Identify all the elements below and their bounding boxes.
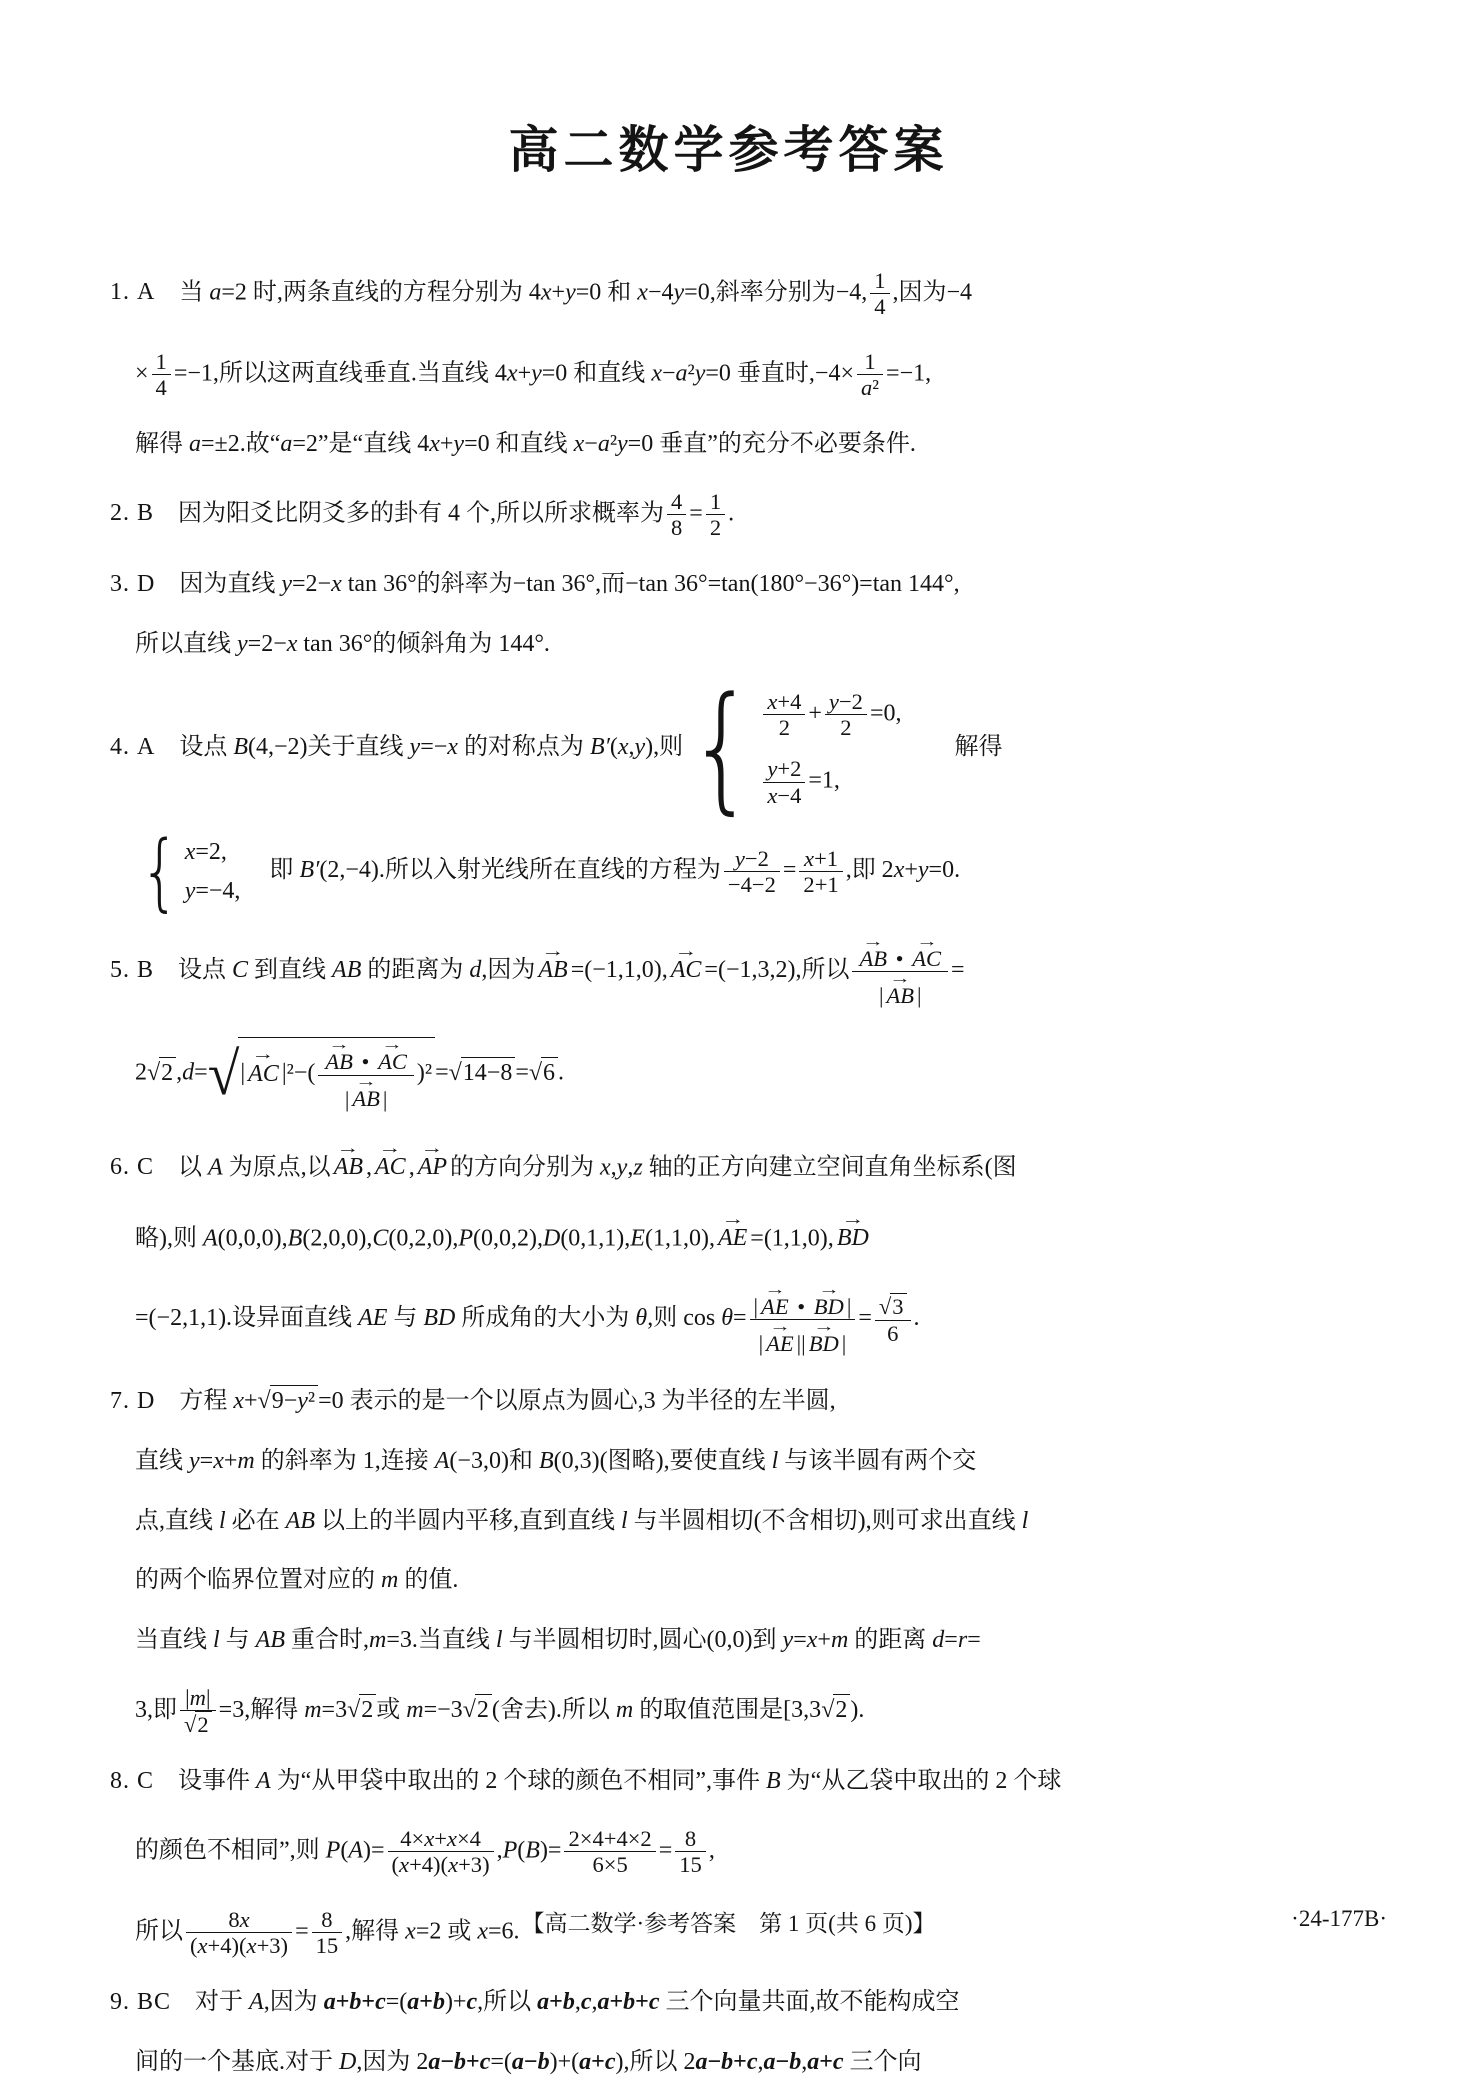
vector: → AB <box>350 1076 382 1112</box>
answer-line: × $\frac{1}{4}$ =−1,所以这两直线垂直.当直线 4x+y=0 和直线 x−a²y=0 垂直时,−4× $\frac{1}{\text{a²}}$ =−1, <box>135 348 932 400</box>
answer-number: 1. A <box>110 279 156 306</box>
equation-system: { $\frac{x+4}{2}$ + $\frac{y-2}{2}$ =0, $\frac{y+2}{x-4}$ =1, <box>688 667 902 828</box>
radical-sign: √ <box>347 1696 361 1723</box>
vector: → AB <box>884 972 916 1008</box>
answer-number: 8. C <box>110 1768 155 1795</box>
left-brace: { <box>688 667 756 828</box>
radical-sign: √ <box>448 1060 462 1087</box>
equation-system: { x=2, y=−4, <box>140 821 241 921</box>
answer-line: 3,即 $\frac{|m|}{√2}$ =3,解得 m=3√2 或 m=−3√2 (舍去).所以 m 的取值范围是[3,3√2 ). <box>135 1684 865 1738</box>
answer-item <box>110 935 1369 1111</box>
answers-list <box>110 268 1369 2078</box>
answer-item <box>110 1987 1369 2077</box>
bold-vector-expression: a−b <box>511 2048 550 2075</box>
vector: → AC <box>376 1038 409 1074</box>
page-title: 高二数学参考答案 <box>508 121 949 179</box>
fraction: $\frac{4\times x+x\times 4}{(x+4)(x+3)}$ <box>388 1826 494 1878</box>
fraction: $\frac{√3}{6}$ <box>875 1293 911 1346</box>
vector: → AB <box>536 944 569 986</box>
answer-line: =(−2,1,1).设异面直线 AE 与 BD 所成角的大小为 θ,则 cos θ= $\frac{| \to AE • \to BD |}{| \to AE || \to BD |}$ = $\frac{√3}{6}$ . <box>110 1283 1369 1356</box>
square-root: √2 <box>184 1712 212 1737</box>
square-root: √ | → AC |²−( → $\frac{AB • \to AC}{| \to AB |}$ )² <box>208 1037 435 1111</box>
bold-vector-expression: a+b <box>537 1989 575 2016</box>
answer-line: 3. D 因为直线 y=2−x tan 36°的斜率为−tan 36°,而−tan 36°=tan(180°−36°)=tan 144°, <box>110 571 960 598</box>
bold-vector-expression: a+b+c <box>323 1989 386 2016</box>
vector: → AC <box>373 1141 408 1183</box>
answer-number: 4. A <box>110 733 156 760</box>
bold-vector-expression: a−b <box>763 2048 802 2075</box>
fraction: → $\frac{AB • \to AC}{| \to AB |}$ <box>852 935 948 1008</box>
fraction: $\frac{2\times 4+4\times 2}{6\times 5}$ <box>564 1826 655 1878</box>
square-root: √2 <box>821 1697 850 1723</box>
fraction: $\frac{4}{8}$ <box>667 489 686 541</box>
answer-line: 5. B 设点 C 到直线 AB 的距离为 d,因为 → AB =(−1,1,0), → AC =(−1,3,2),所以 → $\frac{AB • \to AC}{| \to AB |}$ = <box>110 935 1369 1008</box>
answer-line: 点,直线 l 必在 AB 以上的半圆内平移,直到直线 l 与半圆相切(不含相切),则可求出直线 l <box>135 1507 1029 1534</box>
answer-line: 所以直线 y=2−x tan 36°的倾斜角为 144°. <box>135 631 550 658</box>
answer-item <box>110 1385 1369 1737</box>
fraction: $\frac{x+1}{2+1}$ <box>799 846 842 898</box>
answer-line: 8. C 设事件 A 为“从甲袋中取出的 2 个球的颜色不相同”,事件 B 为“从乙袋中取出的 2 个球 <box>110 1768 1062 1795</box>
answer-item <box>110 268 1369 460</box>
fraction: $\frac{1}{\text{a²}}$ <box>857 349 883 401</box>
vector: → AC <box>246 1047 281 1089</box>
answer-number: 2. B <box>110 500 155 527</box>
square-root: √2 <box>147 1060 176 1086</box>
answer-line: 7. D 方程 x+√9−y² =0 表示的是一个以原点为圆心,3 为半径的左半圆, <box>110 1385 1369 1417</box>
radical-sign: √ <box>878 1294 892 1320</box>
fraction: $\frac{|m|}{√2}$ <box>180 1685 216 1738</box>
vector: → AE <box>716 1212 749 1254</box>
answer-line: 当直线 l 与 AB 重合时,m=3.当直线 l 与半圆相切时,圆心(0,0)到 y=x+m 的距离 d=r= <box>135 1627 981 1654</box>
answer-line: 2√2 ,d= √ | → AC |²−( → $\frac{AB • \to AC}{| \to AB |}$ )² =√14−8 =√6 . <box>110 1037 1369 1111</box>
vector: → AC <box>669 944 704 986</box>
answer-line: 4. A 设点 B(4,−2)关于直线 y=−x 的对称点为 B′(x,y),则 { $\frac{x+4}{2}$ + $\frac{y-2}{2}$ =0, $\frac{y+2}{x-4}$ =1, 解得 <box>110 667 1003 828</box>
square-root: √6 <box>529 1060 558 1086</box>
answer-line: 2. B 因为阳爻比阴爻多的卦有 4 个,所以所求概率为 $\frac{4}{8}$ = $\frac{1}{2}$ . <box>110 488 735 541</box>
fraction: $\frac{y-2}{2}$ <box>825 689 867 741</box>
fraction: $\frac{1}{4}$ <box>152 349 171 401</box>
answer-line: 略),则 A(0,0,0),B(2,0,0),C(0,2,0),P(0,0,2),D(0,1,1),E(1,1,0), → AE =(1,1,0), → BD <box>110 1212 1369 1254</box>
bold-vector-expression: a−b+c <box>428 2048 491 2075</box>
answer-line: 直线 y=x+m 的斜率为 1,连接 A(−3,0)和 B(0,3)(图略),要使直线 l 与该半圆有两个交 <box>135 1448 977 1474</box>
radical-sign: √ <box>147 1060 161 1087</box>
answer-number: 6. C <box>110 1154 155 1181</box>
footer-paper-code: ·24-177B· <box>1291 1906 1387 1931</box>
answer-line: 所以 $\frac{8x}{(x+4)(x+3)}$ = $\frac{8}{15}$ ,解得 x=2 或 x=6. <box>135 1906 520 1958</box>
bold-vector-expression: a−b+c <box>695 2048 758 2075</box>
radical-sign: √ <box>462 1696 476 1723</box>
answer-line: 间的一个基底.对于 D,因为 2a−b+c=(a−b)+(a+c),所以 2a−b+c,a−b,a+c 三个向 <box>135 2048 922 2075</box>
fraction: $\frac{y-2}{-4-2}$ <box>724 846 780 898</box>
vector: → BD <box>812 1283 846 1319</box>
vector: → AB <box>857 935 889 971</box>
vector: → AE <box>759 1283 791 1319</box>
fraction: $\frac{1}{2}$ <box>706 489 725 541</box>
vector: → AC <box>910 935 943 971</box>
bold-vector-expression: c <box>466 1989 478 2016</box>
answer-item <box>110 1141 1369 1357</box>
answer-number: 9. BC <box>110 1989 172 2016</box>
page-footer <box>0 1905 1457 1945</box>
radical-sign: √ <box>821 1696 835 1723</box>
answer-line: 6. C 以 A 为原点,以 → AB , → AC , → AP 的方向分别为 x,y,z 轴的正方向建立空间直角坐标系(图 <box>110 1141 1369 1183</box>
bold-vector-expression: a+c <box>807 2048 844 2075</box>
fraction: $\frac{y+2}{x-4}$ <box>763 756 805 808</box>
square-root: √14−8 <box>449 1060 516 1086</box>
radical-sign: √ <box>207 1041 240 1108</box>
answer-line: { x=2, y=−4, 即 B′(2,−4).所以入射光线所在直线的方程为 $\frac{y-2}{-4-2}$ = $\frac{x+1}{2+1}$ ,即 2x+y=0. <box>140 821 961 921</box>
answer-number: 3. D <box>110 571 156 598</box>
fraction: $\frac{x+4}{2}$ <box>763 689 805 741</box>
square-root: √9−y² <box>258 1388 319 1414</box>
answer-line: 1. A 当 a=2 时,两条直线的方程分别为 4x+y=0 和 x−4y=0,斜率分别为−4, $\frac{1}{4}$ ,因为−4 <box>110 268 973 320</box>
bold-vector-expression: a+c <box>579 2048 616 2075</box>
vector: → BD <box>835 1212 871 1254</box>
radical-sign: √ <box>528 1060 543 1087</box>
answer-item <box>110 489 1369 541</box>
fraction: $\frac{8}{15}$ <box>312 1907 343 1959</box>
answer-line: 9. BC 对于 A,因为 a+b+c=(a+b)+c,所以 a+b,c,a+b+c 三个向量共面,故不能构成空 <box>110 1989 960 2016</box>
fraction: → $\frac{AB • \to AC}{| \to AB |}$ <box>318 1038 414 1111</box>
radical-sign: √ <box>184 1712 197 1738</box>
answer-item <box>110 569 1369 659</box>
bold-vector-expression: a+b+c <box>597 1989 660 2016</box>
square-root: √3 <box>879 1294 907 1319</box>
footer-page-info: 【高二数学·参考答案 第 1 页(共 6 页)】 <box>521 1911 936 1936</box>
bold-vector-expression: c <box>580 1989 592 2016</box>
answer-line: 的两个临界位置对应的 m 的值. <box>135 1567 459 1594</box>
bold-vector-expression: a+b <box>407 1989 445 2016</box>
vector: → AE <box>764 1320 796 1356</box>
vector: → AB <box>323 1038 355 1074</box>
left-brace: { <box>140 821 180 921</box>
answer-number: 5. B <box>110 957 155 984</box>
square-root: √2 <box>347 1697 376 1723</box>
fraction: $\frac{8}{15}$ <box>675 1826 706 1878</box>
answer-line: 解得 a=±2.故“a=2”是“直线 4x+y=0 和直线 x−a²y=0 垂直”的充分不必要条件. <box>135 431 916 458</box>
fraction: $\frac{8x}{(x+4)(x+3)}$ <box>186 1907 292 1959</box>
fraction: $\frac{| \to AE • \to BD |}{| \to AE || \to BD |}$ <box>750 1283 856 1356</box>
vector: → AB <box>332 1141 365 1183</box>
vector: → AP <box>416 1141 449 1183</box>
square-root: √2 <box>463 1697 492 1723</box>
answer-item <box>110 667 1369 921</box>
radical-sign: √ <box>257 1388 271 1415</box>
answer-number: 7. D <box>110 1388 156 1415</box>
vector: → BD <box>807 1320 841 1356</box>
answer-line: 的颜色不相同”,则 P(A)= $\frac{4\times x+x\times 4}{(x+4)(x+3)}$ ,P(B)= $\frac{2\times 4+4\times 2}{6\times 5}$ = $\frac{8}{15}$ , <box>135 1826 715 1878</box>
fraction: $\frac{1}{4}$ <box>870 268 889 320</box>
